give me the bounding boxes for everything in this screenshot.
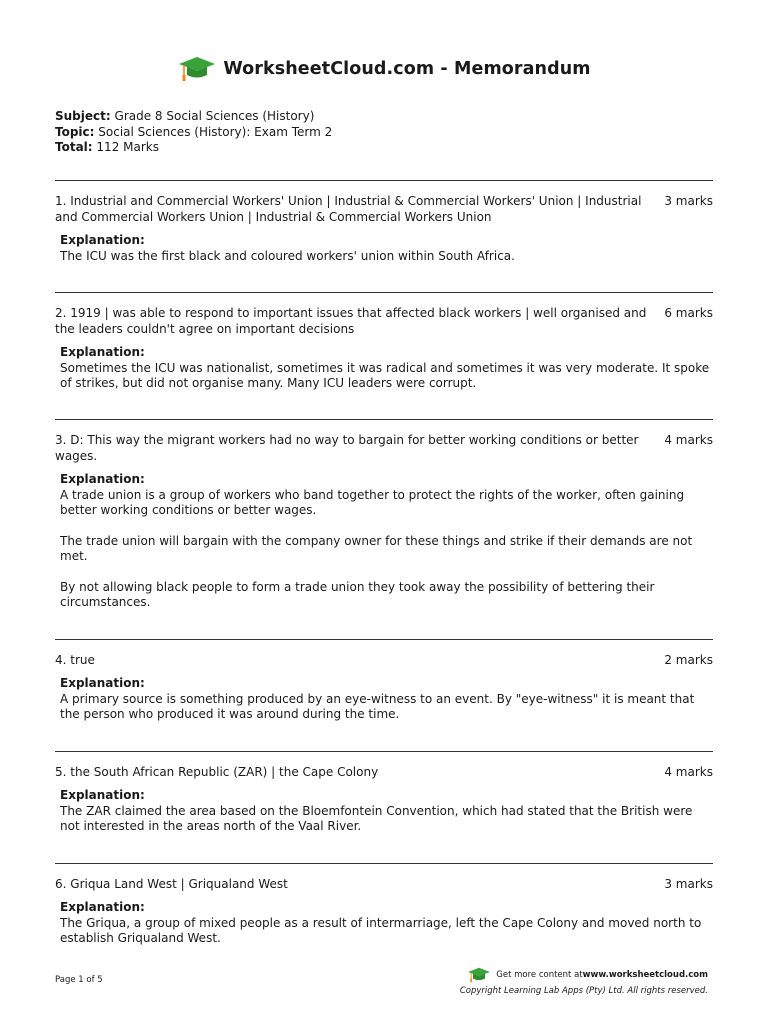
- explanation-label: Explanation:: [60, 900, 145, 914]
- topic-value: Social Sciences (History): Exam Term 2: [98, 124, 333, 139]
- question-block: [55, 180, 713, 264]
- question-marks: 4 marks: [664, 765, 713, 779]
- question-block: [55, 751, 713, 835]
- subject-value: Grade 8 Social Sciences (History): [114, 109, 315, 123]
- question-block: [55, 419, 713, 611]
- explanation: [60, 676, 713, 723]
- total-label: Total:: [55, 140, 93, 154]
- question-marks: 4 marks: [664, 433, 713, 447]
- question-answer: 6. Griqua Land West | Griqualand West: [55, 877, 288, 891]
- question-answer: 5. the South African Republic (ZAR) | the Cape Colony: [55, 765, 379, 779]
- worksheet-meta: [55, 109, 332, 156]
- explanation-label: Explanation:: [60, 472, 145, 486]
- explanation-label: Explanation:: [60, 233, 145, 247]
- subject-label: Subject:: [55, 109, 111, 123]
- question-answer: 4. true: [55, 653, 95, 667]
- more-content-text: Get more content at: [496, 970, 583, 980]
- explanation: [60, 472, 713, 611]
- explanation-text: The ZAR claimed the area based on the Bloemfontein Convention, which had stated that the British were not interested in the areas north of the Vaal River.: [60, 803, 693, 833]
- explanation-text: A primary source is something produced by an eye-witness to an event. By "eye-witness" it is meant that the person who produced it was around during the time.: [60, 691, 695, 721]
- question-marks: 2 marks: [664, 653, 713, 667]
- topic-label: Topic:: [55, 124, 95, 139]
- question-block: [55, 292, 713, 392]
- question-marks: 6 marks: [664, 306, 713, 320]
- question-block: [55, 863, 713, 947]
- explanation-label: Explanation:: [60, 676, 145, 690]
- explanation-label: Explanation:: [60, 345, 145, 359]
- question-marks: 3 marks: [664, 194, 713, 208]
- explanation-text: The Griqua, a group of mixed people as a result of intermarriage, left the Cape Colony and moved north to establish Griqualand West.: [60, 915, 702, 945]
- page-header: [0, 54, 768, 84]
- question-answer: 1. Industrial and Commercial Workers' Union | Industrial & Commercial Workers' Union | Industrial and Commercial Workers Union | Industrial & Commercial Workers Union: [55, 194, 642, 224]
- explanation: [60, 345, 713, 392]
- question-answer: 2. 1919 | was able to respond to important issues that affected black workers | well organised and the leaders couldn't agree on important decisions: [55, 306, 647, 336]
- explanation: [60, 788, 713, 835]
- question-marks: 3 marks: [664, 877, 713, 891]
- explanation-text: The trade union will bargain with the company owner for these things and strike if their demands are not met.: [60, 533, 693, 563]
- explanation-text: By not allowing black people to form a trade union they took away the possibility of bettering their circumstances.: [60, 579, 655, 609]
- explanation: [60, 900, 713, 947]
- footer-branding: [460, 966, 708, 996]
- graduation-cap-icon: [177, 54, 217, 84]
- question-block: [55, 639, 713, 723]
- total-value: 112 Marks: [96, 140, 159, 154]
- explanation-text: The ICU was the first black and coloured workers' union within South Africa.: [60, 248, 515, 263]
- copyright-text: Copyright Learning Lab Apps (Pty) Ltd. All rights reserved.: [459, 986, 708, 996]
- graduation-cap-icon: [466, 966, 492, 984]
- explanation: [60, 233, 713, 264]
- page-title: WorksheetCloud.com - Memorandum: [223, 59, 591, 79]
- explanation-label: Explanation:: [60, 788, 145, 802]
- page-number: Page 1 of 5: [55, 975, 103, 985]
- explanation-text: Sometimes the ICU was nationalist, sometimes it was radical and sometimes it was very moderate. It spoke of strikes, but did not organise many. Many ICU leaders were corrupt.: [60, 360, 710, 390]
- question-answer: 3. D: This way the migrant workers had no way to bargain for better working conditions or better wages.: [55, 433, 639, 463]
- website-link[interactable]: www.worksheetcloud.com: [582, 970, 708, 980]
- explanation-text: A trade union is a group of workers who band together to protect the rights of the worker, often gaining better working conditions or better wages.: [60, 487, 685, 517]
